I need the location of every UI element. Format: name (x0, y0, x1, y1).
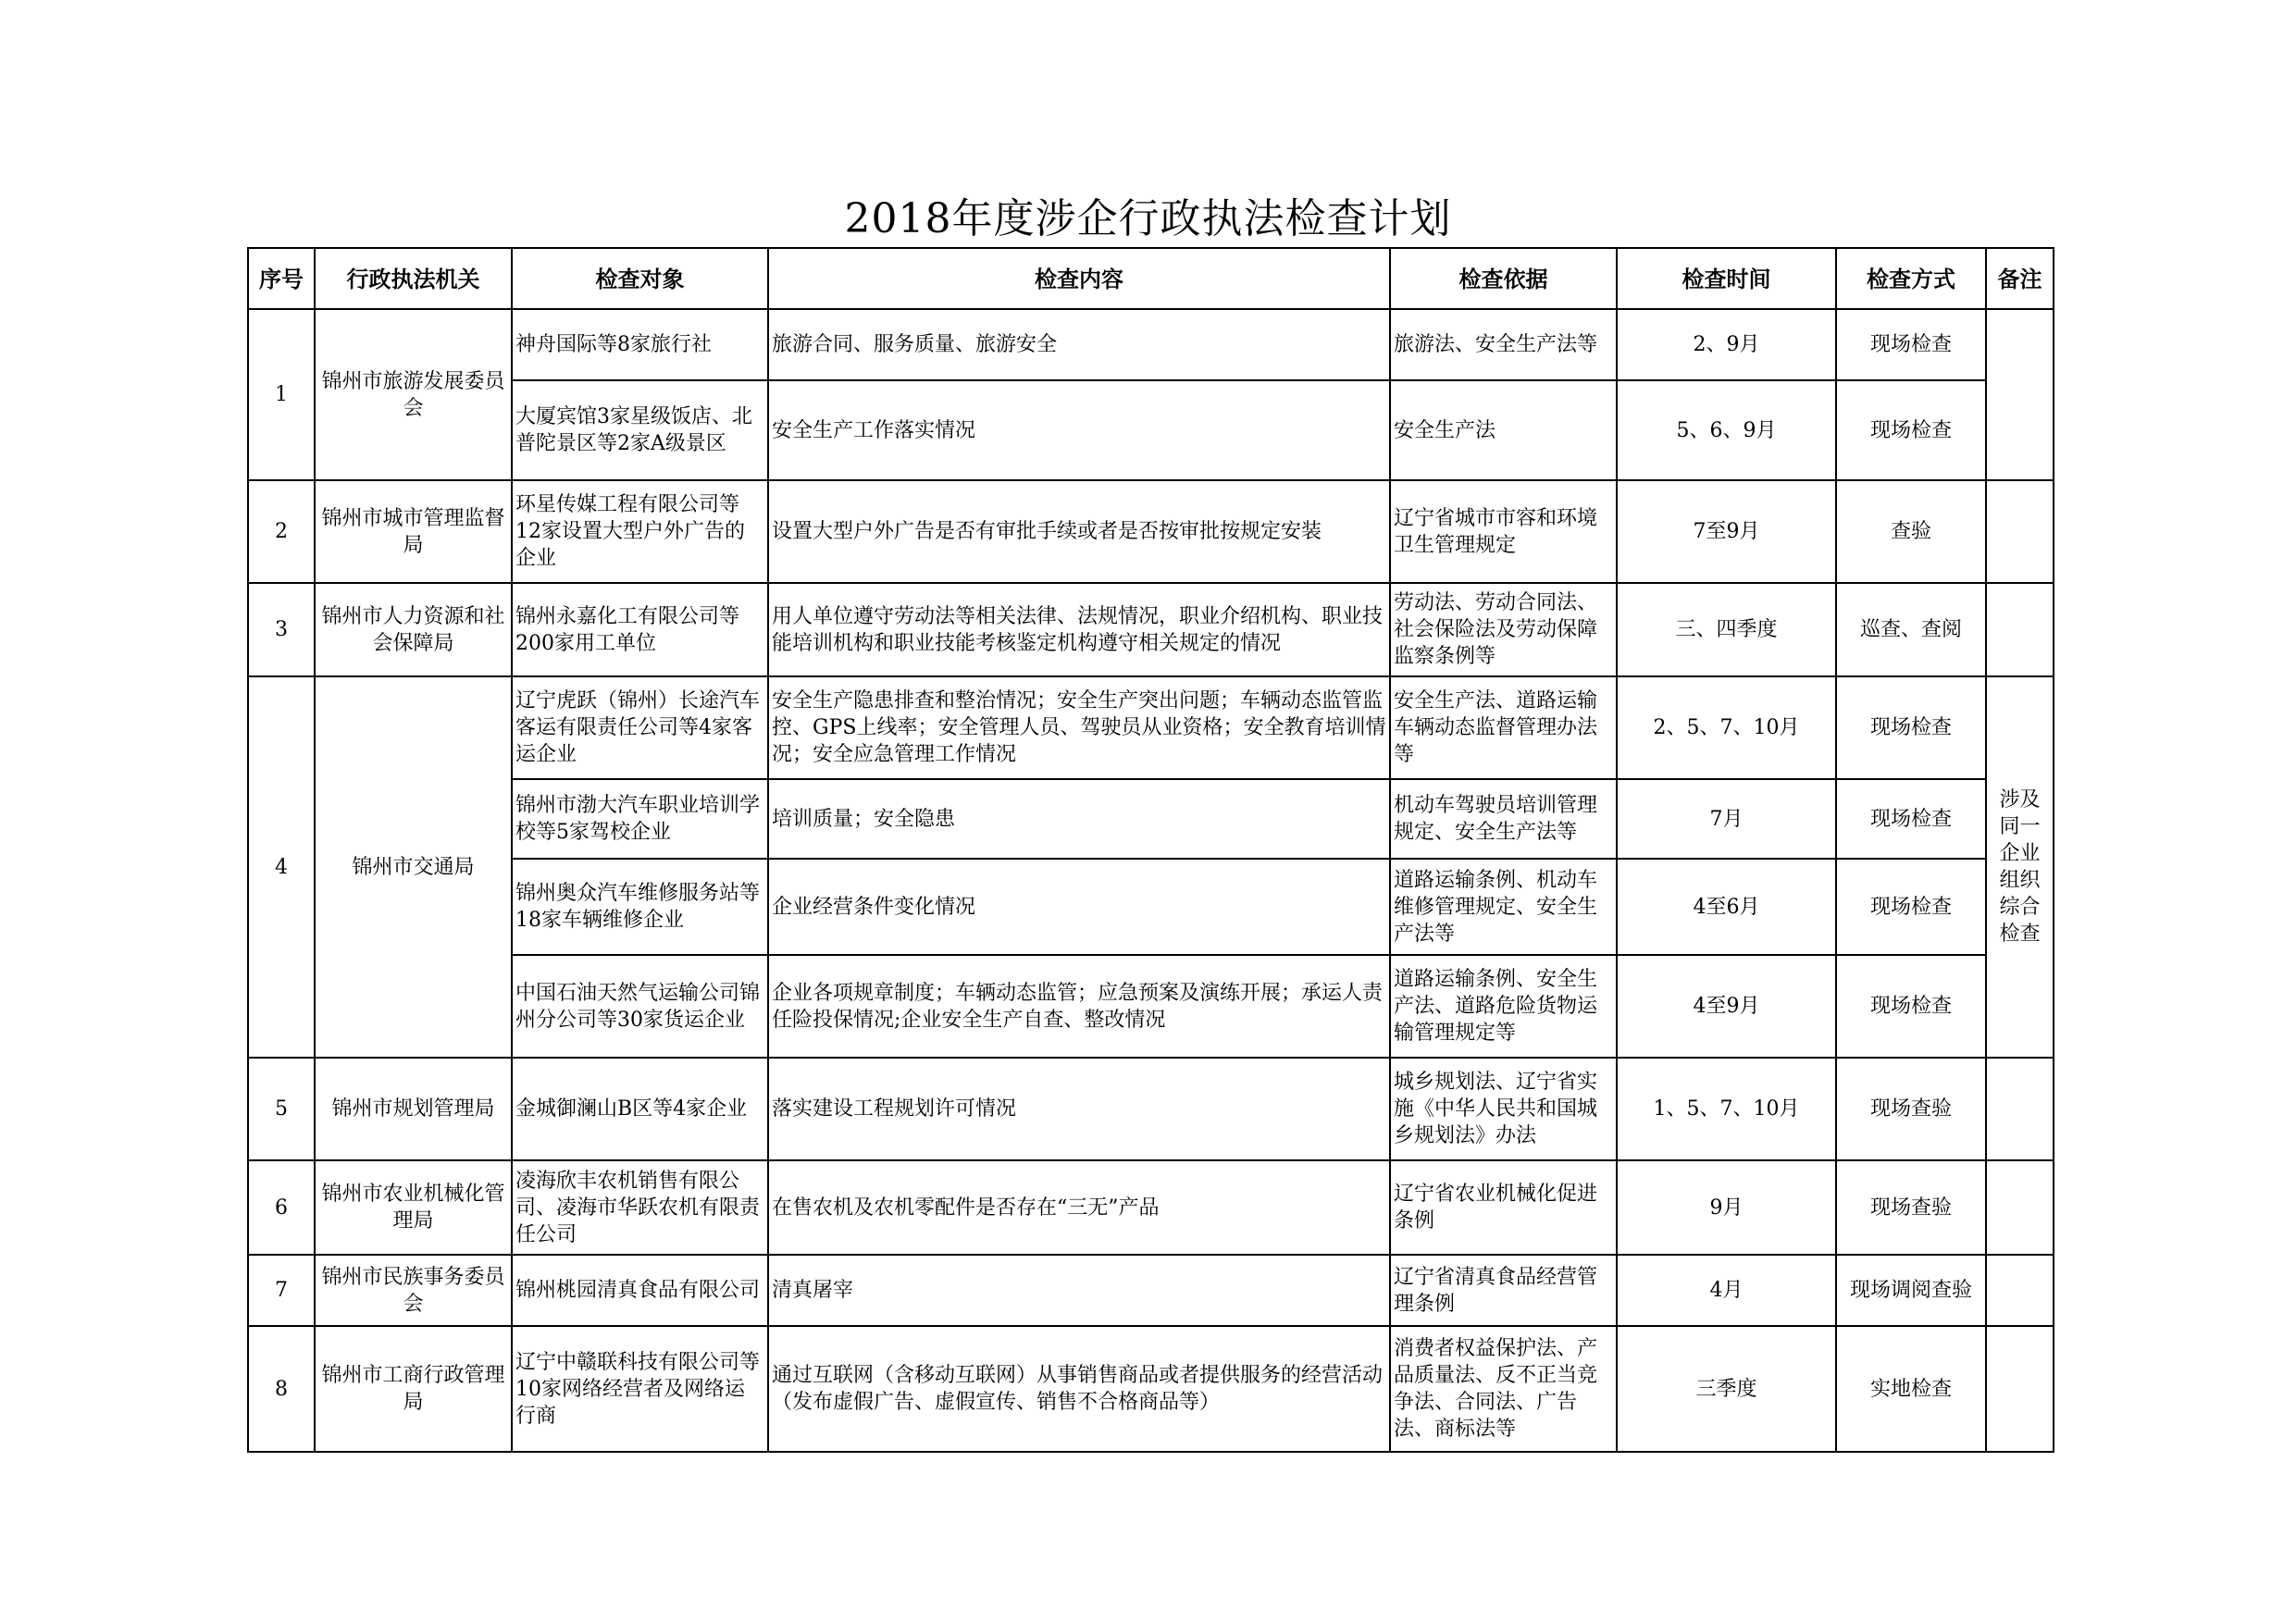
row-basis: 消费者权益保护法、产品质量法、反不正当竞争法、合同法、广告法、商标法等 (1390, 1326, 1617, 1452)
header-method: 检查方式 (1836, 248, 1986, 309)
row-basis: 辽宁省农业机械化促进条例 (1390, 1160, 1617, 1255)
row-content: 设置大型户外广告是否有审批手续或者是否按审批按规定安装 (768, 480, 1390, 583)
row-basis: 辽宁省清真食品经营管理条例 (1390, 1255, 1617, 1326)
row-method: 现场检查 (1836, 380, 1986, 480)
header-basis: 检查依据 (1390, 248, 1617, 309)
row-no: 3 (248, 583, 315, 676)
row-basis: 安全生产法 (1390, 380, 1617, 480)
row-no: 6 (248, 1160, 315, 1255)
row-agency: 锦州市工商行政管理局 (315, 1326, 512, 1452)
table-row (248, 676, 2054, 779)
row-agency: 锦州市人力资源和社会保障局 (315, 583, 512, 676)
row-method: 实地检查 (1836, 1326, 1986, 1452)
row-target: 锦州桃园清真食品有限公司 (512, 1255, 768, 1326)
row-agency: 锦州市旅游发展委员会 (315, 309, 512, 480)
row-method: 现场检查 (1836, 955, 1986, 1058)
row-remark (1986, 1326, 2054, 1452)
row-basis: 城乡规划法、辽宁省实施《中华人民共和国城乡规划法》办法 (1390, 1058, 1617, 1160)
row-remark (1986, 480, 2054, 583)
row-target: 神舟国际等8家旅行社 (512, 309, 768, 380)
table-row (248, 1058, 2054, 1160)
row-basis: 道路运输条例、安全生产法、道路危险货物运输管理规定等 (1390, 955, 1617, 1058)
row-remark (1986, 309, 2054, 480)
row-content: 培训质量；安全隐患 (768, 779, 1390, 859)
row-agency: 锦州市农业机械化管理局 (315, 1160, 512, 1255)
row-target: 大厦宾馆3家星级饭店、北普陀景区等2家A级景区 (512, 380, 768, 480)
row-time: 三季度 (1617, 1326, 1836, 1452)
row-remark (1986, 1160, 2054, 1255)
row-content: 通过互联网（含移动互联网）从事销售商品或者提供服务的经营活动（发布虚假广告、虚假宣传、销售不合格商品等） (768, 1326, 1390, 1452)
row-content: 用人单位遵守劳动法等相关法律、法规情况，职业介绍机构、职业技能培训机构和职业技能考核鉴定机构遵守相关规定的情况 (768, 583, 1390, 676)
row-time: 2、5、7、10月 (1617, 676, 1836, 779)
row-no: 8 (248, 1326, 315, 1452)
row-content: 企业经营条件变化情况 (768, 859, 1390, 955)
row-agency: 锦州市城市管理监督局 (315, 480, 512, 583)
row-basis: 劳动法、劳动合同法、社会保险法及劳动保障监察条例等 (1390, 583, 1617, 676)
row-target: 锦州永嘉化工有限公司等200家用工单位 (512, 583, 768, 676)
header-content: 检查内容 (768, 248, 1390, 309)
row-method: 现场检查 (1836, 779, 1986, 859)
row-content: 企业各项规章制度；车辆动态监管；应急预案及演练开展；承运人责任险投保情况;企业安全生产自查、整改情况 (768, 955, 1390, 1058)
row-target: 金城御澜山B区等4家企业 (512, 1058, 768, 1160)
remark-text: 涉及同一企业组织综合检查 (1999, 788, 2041, 946)
row-remark (1986, 676, 2054, 1058)
row-content: 清真屠宰 (768, 1255, 1390, 1326)
row-target: 环星传媒工程有限公司等12家设置大型户外广告的企业 (512, 480, 768, 583)
row-method: 现场检查 (1836, 309, 1986, 380)
row-agency: 锦州市规划管理局 (315, 1058, 512, 1160)
header-row (248, 248, 2054, 309)
table-row (248, 583, 2054, 676)
row-target: 锦州奥众汽车维修服务站等18家车辆维修企业 (512, 859, 768, 955)
row-method: 现场检查 (1836, 676, 1986, 779)
row-target: 凌海欣丰农机销售有限公司、凌海市华跃农机有限责任公司 (512, 1160, 768, 1255)
row-method: 巡查、查阅 (1836, 583, 1986, 676)
table-row (248, 480, 2054, 583)
row-no: 5 (248, 1058, 315, 1160)
row-time: 1、5、7、10月 (1617, 1058, 1836, 1160)
page-title: 2018年度涉企行政执法检查计划 (844, 195, 1452, 242)
row-time: 4至6月 (1617, 859, 1836, 955)
table-row (248, 1326, 2054, 1452)
row-method: 现场查验 (1836, 1058, 1986, 1160)
row-no: 1 (248, 309, 315, 480)
row-time: 7至9月 (1617, 480, 1836, 583)
header-time: 检查时间 (1617, 248, 1836, 309)
row-time: 4月 (1617, 1255, 1836, 1326)
row-remark (1986, 1058, 2054, 1160)
table-row (248, 380, 2054, 480)
row-basis: 辽宁省城市市容和环境卫生管理规定 (1390, 480, 1617, 583)
row-remark (1986, 583, 2054, 676)
table-row (248, 955, 2054, 1058)
row-basis: 旅游法、安全生产法等 (1390, 309, 1617, 380)
row-content: 安全生产工作落实情况 (768, 380, 1390, 480)
row-remark (1986, 1255, 2054, 1326)
table-row (248, 309, 2054, 380)
row-method: 现场调阅查验 (1836, 1255, 1986, 1326)
row-target: 锦州市渤大汽车职业培训学校等5家驾校企业 (512, 779, 768, 859)
table-row (248, 1160, 2054, 1255)
header-target: 检查对象 (512, 248, 768, 309)
row-basis: 道路运输条例、机动车维修管理规定、安全生产法等 (1390, 859, 1617, 955)
header-agency: 行政执法机关 (315, 248, 512, 309)
header-no: 序号 (248, 248, 315, 309)
row-agency: 锦州市交通局 (315, 676, 512, 1058)
row-time: 5、6、9月 (1617, 380, 1836, 480)
header-remark: 备注 (1986, 248, 2054, 309)
row-target: 辽宁中赣联科技有限公司等10家网络经营者及网络运行商 (512, 1326, 768, 1452)
row-time: 9月 (1617, 1160, 1836, 1255)
table-row (248, 859, 2054, 955)
row-content: 落实建设工程规划许可情况 (768, 1058, 1390, 1160)
row-content: 旅游合同、服务质量、旅游安全 (768, 309, 1390, 380)
row-time: 2、9月 (1617, 309, 1836, 380)
row-no: 4 (248, 676, 315, 1058)
row-target: 中国石油天然气运输公司锦州分公司等30家货运企业 (512, 955, 768, 1058)
row-method: 现场检查 (1836, 859, 1986, 955)
row-time: 7月 (1617, 779, 1836, 859)
row-no: 2 (248, 480, 315, 583)
row-content: 安全生产隐患排查和整治情况；安全生产突出问题；车辆动态监管监控、GPS上线率；安全管理人员、驾驶员从业资格；安全教育培训情况；安全应急管理工作情况 (768, 676, 1390, 779)
row-time: 4至9月 (1617, 955, 1836, 1058)
row-method: 查验 (1836, 480, 1986, 583)
inspection-plan-table (247, 247, 2054, 1453)
row-content: 在售农机及农机零配件是否存在“三无”产品 (768, 1160, 1390, 1255)
row-basis: 安全生产法、道路运输车辆动态监督管理办法等 (1390, 676, 1617, 779)
row-time: 三、四季度 (1617, 583, 1836, 676)
row-basis: 机动车驾驶员培训管理规定、安全生产法等 (1390, 779, 1617, 859)
row-agency: 锦州市民族事务委员会 (315, 1255, 512, 1326)
table-row (248, 1255, 2054, 1326)
row-target: 辽宁虎跃（锦州）长途汽车客运有限责任公司等4家客运企业 (512, 676, 768, 779)
row-method: 现场查验 (1836, 1160, 1986, 1255)
row-no: 7 (248, 1255, 315, 1326)
table-row (248, 779, 2054, 859)
